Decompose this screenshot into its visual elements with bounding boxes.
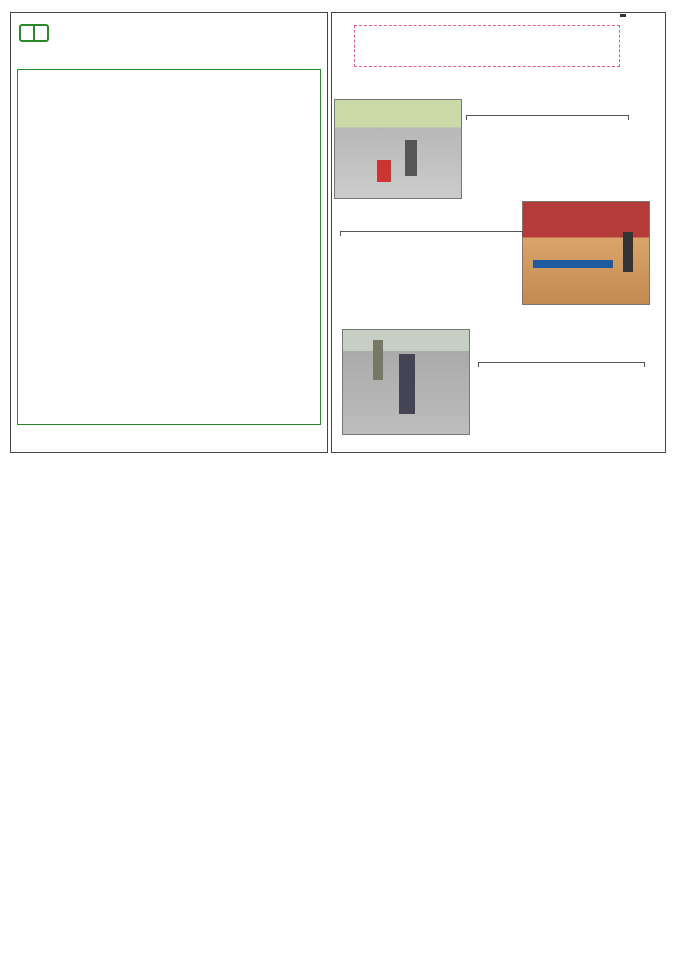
tabletennis-photo [522,201,650,305]
staple-mark [620,14,626,17]
spectator-figure [373,340,383,380]
new-books-panel [10,12,328,453]
gateball-player [399,354,415,414]
open-book-icon [19,24,49,42]
library-header [19,19,319,47]
player-figure-2 [623,232,633,272]
gateball-results [478,362,645,367]
sports-report-panel [331,12,666,453]
book-grid [17,69,321,425]
report-title [354,25,620,67]
tabletennis-caption [340,231,523,236]
softball-caption [466,115,629,120]
library-hours [360,458,442,472]
catcher-figure [377,160,391,182]
softball-results [466,115,629,120]
tabletennis-results [340,231,523,236]
ping-pong-table [533,260,613,268]
gateball-photo [342,329,470,435]
softball-photo [334,99,462,199]
player-figure [405,140,417,176]
gateball-caption [478,362,645,367]
